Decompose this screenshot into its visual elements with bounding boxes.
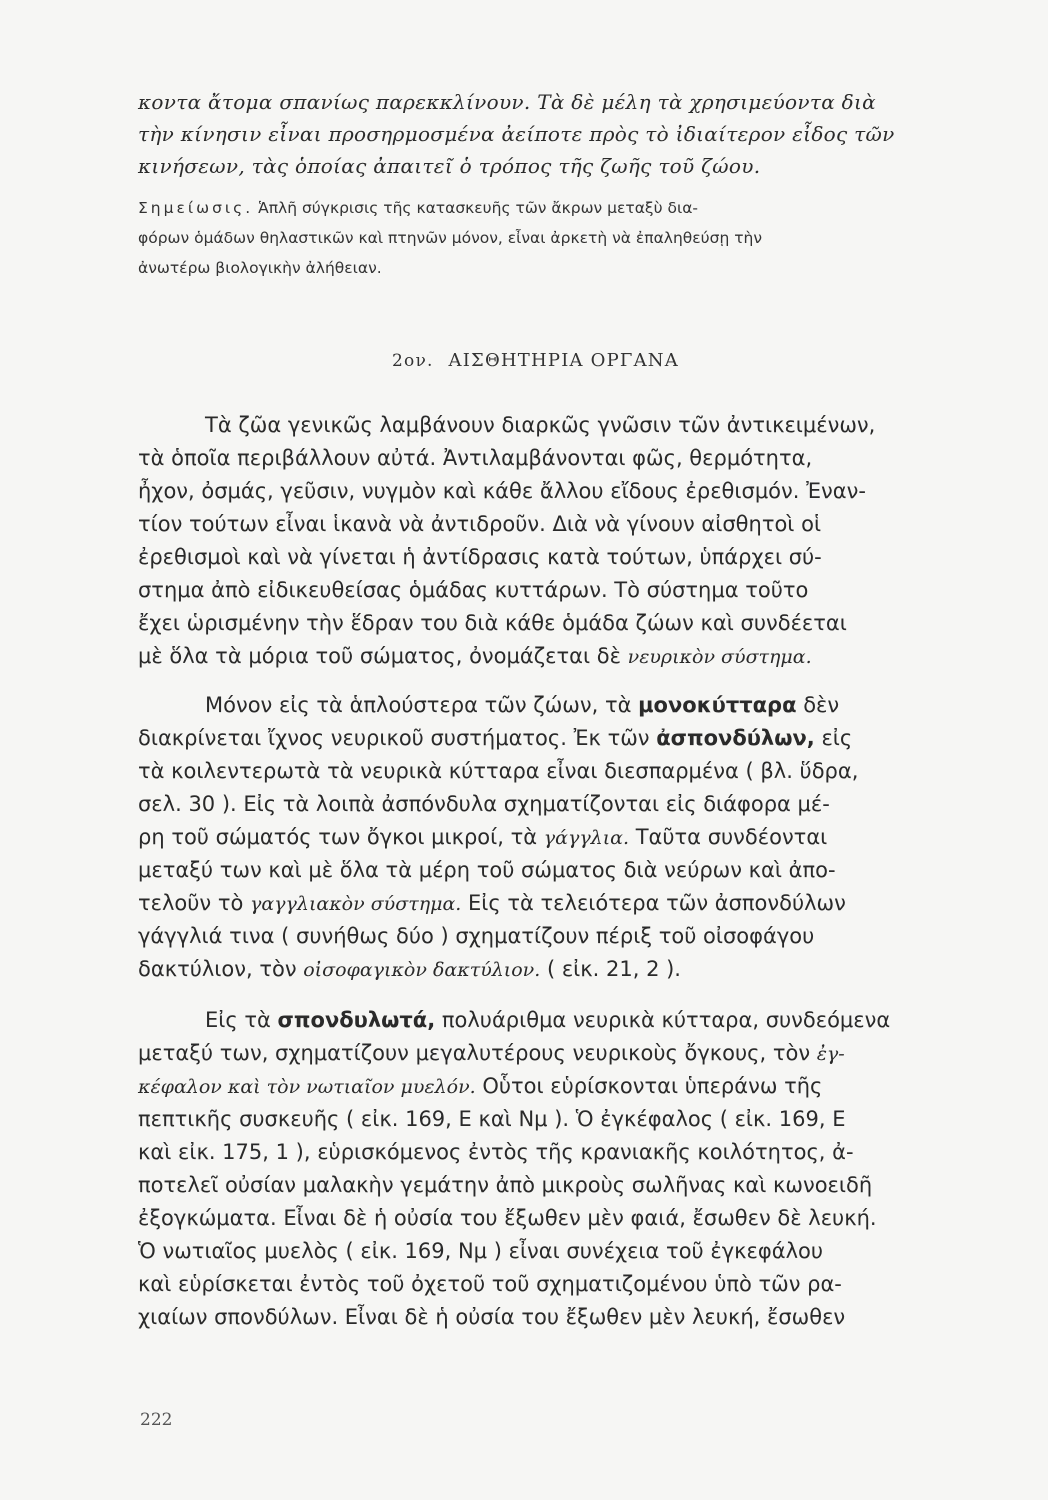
p3-line-2-text: μεταξύ των, σχηματίζουν μεγαλυτέρους νευρικοὺς ὄγκους, τὸν — [138, 1041, 817, 1065]
p2-line-4: σελ. 30 ). Εἰς τὰ λοιπὰ ἀσπόνδυλα σχηματίζονται εἰς διάφορα μέ- — [138, 792, 830, 816]
note-line-3: ἀνωτέρω βιολογικὴν ἀλήθειαν. — [138, 259, 382, 277]
p2-line-7 — [138, 888, 988, 919]
term-ganglia: γάγγλια. — [543, 827, 630, 849]
p2-line-2-text: διακρίνεται ἴχνος νευρικοῦ συστήματος. Ἐκ τῶν — [138, 726, 657, 750]
p2-line-9 — [138, 954, 988, 985]
section-number: 2ον. — [392, 351, 434, 371]
p3-line-7: ἐξογκώματα. Εἶναι δὲ ἡ οὐσία του ἔξωθεν μὲν φαιά, ἔσωθεν δὲ λευκή. — [138, 1206, 877, 1230]
p2-line-6: μεταξύ των καὶ μὲ ὅλα τὰ μέρη τοῦ σώματος διὰ νεύρων καὶ ἀπο- — [138, 858, 836, 882]
section-heading — [392, 350, 679, 371]
term-vertebrates: σπονδυλωτά, — [277, 1008, 436, 1032]
p3-line-1-text: Εἰς τὰ — [205, 1008, 278, 1032]
p3-line-3 — [138, 1071, 988, 1102]
p3-line-3-text: Οὗτοι εὑρίσκονται ὑπεράνω τῆς — [475, 1074, 823, 1098]
p1-line-3: ἦχον, ὀσμάς, γεῦσιν, νυγμὸν καὶ κάθε ἄλλου εἴδους ἐρεθισμόν. Ἐναν- — [138, 479, 866, 503]
term-brain-and-spinal-cord: κέφαλον καὶ τὸν νωτιαῖον μυελόν. — [138, 1076, 476, 1098]
term-invertebrates: ἀσπονδύλων, — [656, 726, 815, 750]
p2-line-1-end: δὲν — [796, 693, 840, 717]
p3-line-6: ποτελεῖ οὐσίαν μαλακὴν γεμάτην ἀπὸ μικροὺς σωλῆνας καὶ κωνοειδῆ — [138, 1173, 873, 1197]
note-label: Σημείωσις. — [138, 199, 254, 217]
p3-line-4: πεπτικῆς συσκευῆς ( εἰκ. 169, Ε καὶ Νμ ). Ὁ ἐγκέφαλος ( εἰκ. 169, Ε — [138, 1107, 846, 1131]
term-esophageal-ring: οἰσοφαγικὸν δακτύλιον. — [303, 959, 541, 981]
p2-line-7-text: τελοῦν τὸ — [138, 891, 250, 915]
p2-line-5 — [138, 822, 988, 853]
note-text-1: Ἁπλῆ σύγκρισις τῆς κατασκευῆς τῶν ἄκρων μεταξὺ δια- — [258, 199, 699, 217]
p2-line-5-text: ρη τοῦ σώματός των ὄγκοι μικροί, τὰ — [138, 825, 544, 849]
p3-line-10: χιαίων σπονδύλων. Εἶναι δὲ ἡ οὐσία του ἔξωθεν μὲν λευκή, ἔσωθεν — [138, 1305, 846, 1329]
note-line-1 — [138, 193, 918, 223]
p3-line-2 — [138, 1038, 988, 1069]
p1-line-6: στημα ἀπὸ εἰδικευθείσας ὁμάδας κυττάρων. Τὸ σύστημα τοῦτο — [138, 578, 809, 602]
p1-line-7: ἔχει ὡρισμένην τὴν ἕδραν του διὰ κάθε ὁμάδα ζώων καὶ συνδέεται — [138, 611, 847, 635]
p3-line-1-end: πολυάριθμα νευρικὰ κύτταρα, συνδεόμενα — [435, 1008, 891, 1032]
p2-line-2-end: εἰς — [814, 726, 853, 750]
p2-line-8: γάγγλιά τινα ( συνήθως δύο ) σχηματίζουν πέριξ τοῦ οἰσοφάγου — [138, 924, 815, 948]
p1-line-1: Τὰ ζῶα γενικῶς λαμβάνουν διαρκῶς γνῶσιν τῶν ἀντικειμένων, — [205, 413, 876, 437]
p3-line-9: καὶ εὑρίσκεται ἐντὸς τοῦ ὀχετοῦ τοῦ σχηματιζομένου ὑπὸ τῶν ρα- — [138, 1272, 842, 1296]
p3-line-5: καὶ εἰκ. 175, 1 ), εὑρισκόμενος ἐντὸς τῆς κρανιακῆς κοιλότητος, ἀ- — [138, 1140, 854, 1164]
p2-line-9-end: ( εἰκ. 21, 2 ). — [540, 957, 681, 981]
p1-line-5: ἐρεθισμοὶ καὶ νὰ γίνεται ἡ ἀντίδρασις κατὰ τούτων, ὑπάρχει σύ- — [138, 545, 822, 569]
p1-line-2: τὰ ὁποῖα περιβάλλουν αὐτά. Ἀντιλαμβάνονται φῶς, θερμότητα, — [138, 446, 813, 470]
page-number: 222 — [140, 1410, 173, 1430]
term-unicellular: μονοκύτταρα — [638, 693, 797, 717]
p3-line-8: Ὁ νωτιαῖος μυελὸς ( εἰκ. 169, Νμ ) εἶναι συνέχεια τοῦ ἐγκεφάλου — [138, 1239, 823, 1263]
p1-line-8-text: μὲ ὅλα τὰ μόρια τοῦ σώματος, ὀνομάζεται δὲ — [138, 644, 628, 668]
p2-line-1-text: Μόνον εἰς τὰ ἁπλούστερα τῶν ζώων, τὰ — [205, 693, 639, 717]
intro-line-2: τὴν κίνησιν εἶναι προσηρμοσμένα ἀείποτε πρὸς τὸ ἰδιαίτερον εἶδος τῶν — [138, 122, 895, 146]
p3-line-1 — [205, 1005, 990, 1035]
p2-line-7-end: Εἰς τὰ τελειότερα τῶν ἀσπονδύλων — [461, 891, 846, 915]
p2-line-5-end: Ταῦτα συνδέονται — [629, 825, 828, 849]
p1-line-8 — [138, 641, 988, 672]
p1-line-4: τίον τούτων εἶναι ἱκανὰ νὰ ἀντιδροῦν. Διὰ νὰ γίνουν αἰσθητοὶ οἱ — [138, 512, 822, 536]
note-line-2: φόρων ὁμάδων θηλαστικῶν καὶ πτηνῶν μόνον, εἶναι ἀρκετὴ νὰ ἐπαληθεύσῃ τὴν — [138, 229, 763, 247]
intro-line-3: κινήσεων, τὰς ὁποίας ἀπαιτεῖ ὁ τρόπος τῆς ζωῆς τοῦ ζώου. — [138, 154, 761, 178]
p2-line-1 — [205, 690, 990, 720]
term-neural-system: νευρικὸν σύστημα. — [627, 646, 812, 668]
term-brain-start: ἐγ- — [816, 1043, 845, 1065]
intro-line-1: κοντα ἄτομα σπανίως παρεκκλίνουν. Τὰ δὲ μέλη τὰ χρησιμεύοντα διὰ — [138, 90, 876, 114]
term-ganglion-system: γαγγλιακὸν σύστημα. — [250, 893, 462, 915]
p2-line-9-text: δακτύλιον, τὸν — [138, 957, 304, 981]
p2-line-3: τὰ κοιλεντερωτὰ τὰ νευρικὰ κύτταρα εἶναι διεσπαρμένα ( βλ. ὕδρα, — [138, 759, 859, 783]
section-title: ΑΙΣΘΗΤΗΡΙΑ ΟΡΓΑΝΑ — [448, 350, 679, 371]
p2-line-2 — [138, 723, 988, 753]
